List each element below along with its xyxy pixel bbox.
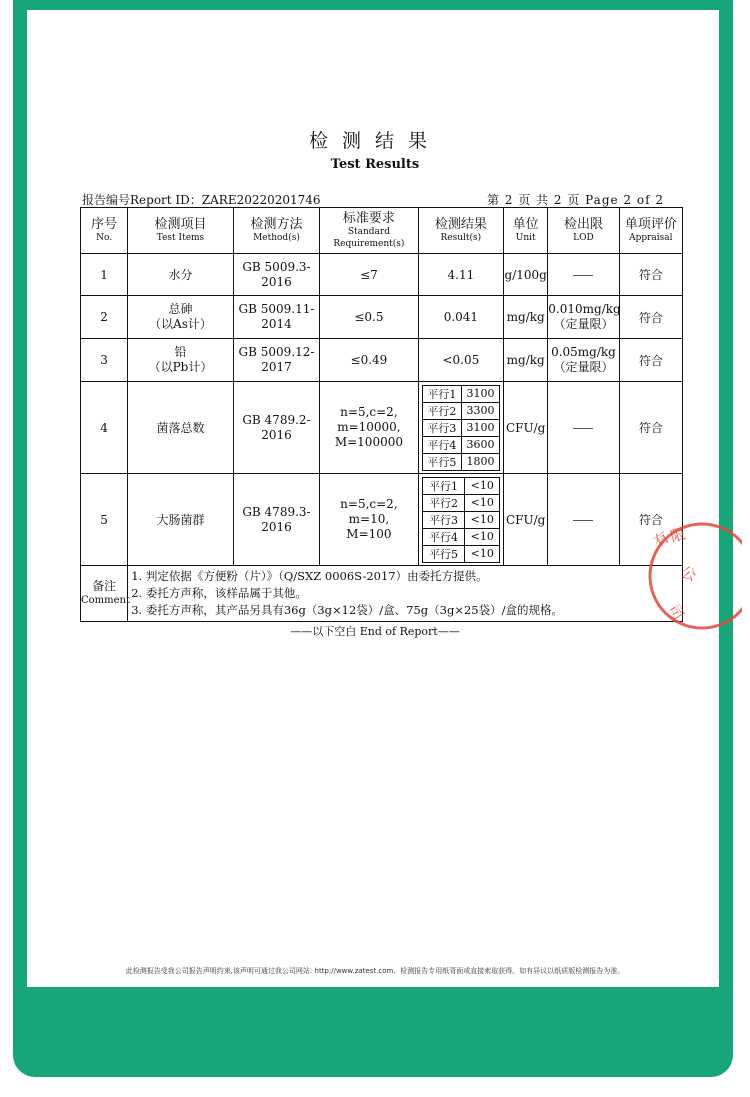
row-standard: n=5,c=2, m=10, M=100 xyxy=(320,474,418,566)
header-standard: 标准要求 Standard Requirement(s) xyxy=(320,208,418,254)
parallel-label: 平行5 xyxy=(422,545,465,562)
title-cn: 检测结果 xyxy=(308,130,441,152)
parallel-label: 平行1 xyxy=(422,477,465,494)
header-result: 检测结果 Result(s) xyxy=(418,208,503,254)
parallel-table xyxy=(422,385,500,471)
parallel-label: 平行3 xyxy=(422,419,461,436)
parallel-value: 3300 xyxy=(462,402,500,419)
report-id: 报告编号Report ID：ZARE20220201746 xyxy=(82,193,321,207)
row-standard: n=5,c=2, m=10000, M=100000 xyxy=(320,382,418,474)
row-appraisal: 符合 xyxy=(619,296,682,339)
row-no: 1 xyxy=(81,254,128,296)
comment-row xyxy=(81,566,683,622)
parallel-label: 平行4 xyxy=(422,528,465,545)
row-result: 0.041 xyxy=(418,296,503,339)
parallel-value: <10 xyxy=(465,528,500,545)
row-lod xyxy=(548,254,619,296)
parallel-value: 1800 xyxy=(462,453,500,470)
parallel-table xyxy=(422,477,500,563)
header-row xyxy=(81,208,683,254)
row-method: GB 4789.2- 2016 xyxy=(233,382,319,474)
row-lod: 0.05mg/kg （定量限） xyxy=(548,339,619,382)
comment-line: 1. 判定依据《方便粉（片）》（Q/SXZ 0006S-2017）由委托方提供。 xyxy=(131,569,488,583)
row-appraisal: 符合 xyxy=(619,254,682,296)
row-appraisal: 符合 xyxy=(619,382,682,474)
row-unit: g/100g xyxy=(504,254,548,296)
page-number: 第 2 页 共 2 页 Page 2 of 2 xyxy=(486,193,664,207)
header-method: 检测方法 Method(s) xyxy=(233,208,319,254)
parallel-label: 平行2 xyxy=(422,402,461,419)
row-method: GB 4789.3- 2016 xyxy=(233,474,319,566)
header-lod: 检出限 LOD xyxy=(548,208,619,254)
row-item: 大肠菌群 xyxy=(128,474,234,566)
comment-label: 备注 Comment xyxy=(81,566,128,622)
header-unit: 单位 Unit xyxy=(504,208,548,254)
comment-text xyxy=(128,566,683,622)
row-result: <0.05 xyxy=(418,339,503,382)
row-unit: mg/kg xyxy=(504,296,548,339)
row-no: 2 xyxy=(81,296,128,339)
parallel-value: 3100 xyxy=(462,419,500,436)
results-table xyxy=(80,207,683,622)
table-row xyxy=(81,254,683,296)
row-item: 总砷 （以As计） xyxy=(128,296,234,339)
header-appraisal: 单项评价 Appraisal xyxy=(619,208,682,254)
table-row xyxy=(81,382,683,474)
row-result: 4.11 xyxy=(418,254,503,296)
table-row xyxy=(81,474,683,566)
footer-disclaimer: 此检测报告受我公司报告声明约束,该声明可通过我公司网站: http://www.zatest.com、检测报告专用纸背面或直接索取获得。如有异议以纸质版检测报告为准。 xyxy=(125,967,625,975)
row-method: GB 5009.12- 2017 xyxy=(233,339,319,382)
row-appraisal: 符合 xyxy=(619,474,682,566)
end-of-report: ——以下空白 End of Report—— xyxy=(290,625,460,638)
parallel-value: <10 xyxy=(465,511,500,528)
row-unit: mg/kg xyxy=(504,339,548,382)
row-item: 菌落总数 xyxy=(128,382,234,474)
svg-text:有: 有 xyxy=(649,527,673,552)
parallel-label: 平行3 xyxy=(422,511,465,528)
parallel-value: 3100 xyxy=(462,385,500,402)
row-standard: ≤0.49 xyxy=(320,339,418,382)
row-method: GB 5009.11- 2014 xyxy=(233,296,319,339)
parallel-value: <10 xyxy=(465,477,500,494)
row-item: 水分 xyxy=(128,254,234,296)
row-no: 5 xyxy=(81,474,128,566)
row-lod: 0.010mg/kg （定量限） xyxy=(548,296,619,339)
row-standard: ≤0.5 xyxy=(320,296,418,339)
svg-text:限: 限 xyxy=(668,524,688,546)
table-row xyxy=(81,296,683,339)
row-unit: CFU/g xyxy=(504,382,548,474)
dash-mark xyxy=(573,275,593,276)
svg-text:司: 司 xyxy=(664,601,688,624)
row-result-parallels xyxy=(418,474,503,566)
header-test-items: 检测项目 Test Items xyxy=(128,208,234,254)
parallel-label: 平行5 xyxy=(422,453,461,470)
parallel-value: 3600 xyxy=(462,436,500,453)
dash-mark xyxy=(573,428,593,429)
row-lod xyxy=(548,382,619,474)
parallel-value: <10 xyxy=(465,545,500,562)
dash-mark xyxy=(573,520,593,521)
parallel-label: 平行2 xyxy=(422,494,465,511)
row-lod xyxy=(548,474,619,566)
header-no: 序号 No. xyxy=(81,208,128,254)
row-no: 3 xyxy=(81,339,128,382)
row-appraisal: 符合 xyxy=(619,339,682,382)
row-no: 4 xyxy=(81,382,128,474)
row-method: GB 5009.3- 2016 xyxy=(233,254,319,296)
row-item: 铅 （以Pb计） xyxy=(128,339,234,382)
parallel-label: 平行1 xyxy=(422,385,461,402)
comment-line: 2. 委托方声称，该样品属于其他。 xyxy=(131,586,307,600)
comment-line: 3. 委托方声称，其产品另具有36g（3g×12袋）/盒、75g（3g×25袋）/盒的规格。 xyxy=(131,603,563,617)
table-row xyxy=(81,339,683,382)
title-en: Test Results xyxy=(330,157,420,172)
row-unit: CFU/g xyxy=(504,474,548,566)
row-result-parallels xyxy=(418,382,503,474)
svg-text:公: 公 xyxy=(678,562,699,585)
parallel-value: <10 xyxy=(465,494,500,511)
parallel-label: 平行4 xyxy=(422,436,461,453)
row-standard: ≤7 xyxy=(320,254,418,296)
